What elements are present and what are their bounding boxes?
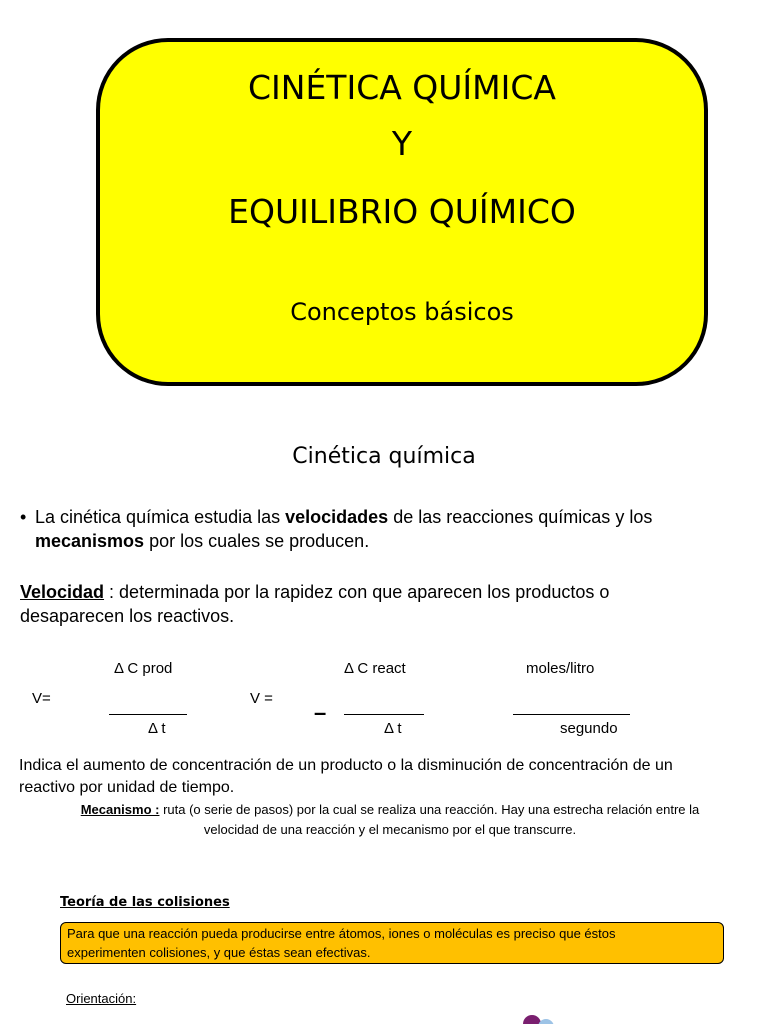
teoria-heading: Teoría de las colisiones (60, 895, 230, 910)
formula-num1: Δ C prod (114, 660, 173, 677)
title-line-1: CINÉTICA QUÍMICA (248, 68, 556, 107)
formula-den2: Δ t (384, 720, 402, 737)
molecule-illustration (510, 1006, 570, 1024)
molecule-atom-blue (538, 1019, 554, 1024)
bullet-text (35, 505, 755, 553)
collision-line-2: experimenten colisiones, y que éstas sean efectivas. (67, 945, 371, 960)
formula-units-den: segundo (560, 720, 618, 737)
bullet-text-3: por los cuales se producen. (144, 531, 370, 551)
collision-box (60, 922, 724, 964)
indica-line-1: Indica el aumento de concentración de un producto o la disminución de concentración de un (19, 757, 673, 774)
formula-den1: Δ t (148, 720, 166, 737)
title-box (96, 38, 708, 386)
formula-fraction-bar-3 (513, 714, 630, 715)
mecanismo-paragraph (20, 800, 760, 840)
indica-paragraph (19, 755, 764, 799)
collision-line-1: Para que una reacción pueda producirse entre átomos, iones o moléculas es preciso que éstos (67, 926, 616, 941)
formula-v1-label: V= (32, 690, 51, 707)
formula-minus: – (314, 700, 327, 725)
formula-fraction-bar-1 (109, 714, 187, 715)
mecanismo-term: Mecanismo : (80, 802, 160, 817)
section-heading: Cinética química (292, 444, 476, 469)
bullet-bold-mecanismos: mecanismos (35, 531, 145, 551)
title-line-2: Y (391, 124, 413, 163)
formula-num2: Δ C react (344, 660, 406, 677)
formula-block (0, 650, 768, 750)
mecanismo-line-1: ruta (o serie de pasos) por la cual se realiza una reacción. Hay una estrecha relación entre la (159, 802, 700, 817)
velocity-term: Velocidad (20, 582, 105, 602)
formula-units-num: moles/litro (526, 660, 595, 677)
bullet-bold-velocidades: velocidades (285, 507, 389, 527)
mecanismo-line-2: velocidad de una reacción y el mecanismo por el que transcurre. (203, 822, 577, 837)
orientacion-label: Orientación: (66, 991, 137, 1006)
molecule-atom-purple (523, 1015, 541, 1024)
bullet-marker: • (20, 507, 27, 527)
title-line-3: EQUILIBRIO QUÍMICO (228, 192, 576, 231)
velocity-paragraph (20, 580, 760, 628)
subtitle: Conceptos básicos (290, 298, 514, 326)
velocity-line-2: desaparecen los reactivos. (20, 606, 235, 626)
indica-line-2: reactivo por unidad de tiempo. (19, 779, 235, 796)
formula-v2-label: V = (250, 690, 273, 707)
formula-fraction-bar-2 (344, 714, 424, 715)
velocity-line-1: : determinada por la rapidez con que aparecen los productos o (104, 582, 610, 602)
bullet-text-1: La cinética química estudia las (35, 507, 286, 527)
bullet-text-2: de las reacciones químicas y los (388, 507, 653, 527)
